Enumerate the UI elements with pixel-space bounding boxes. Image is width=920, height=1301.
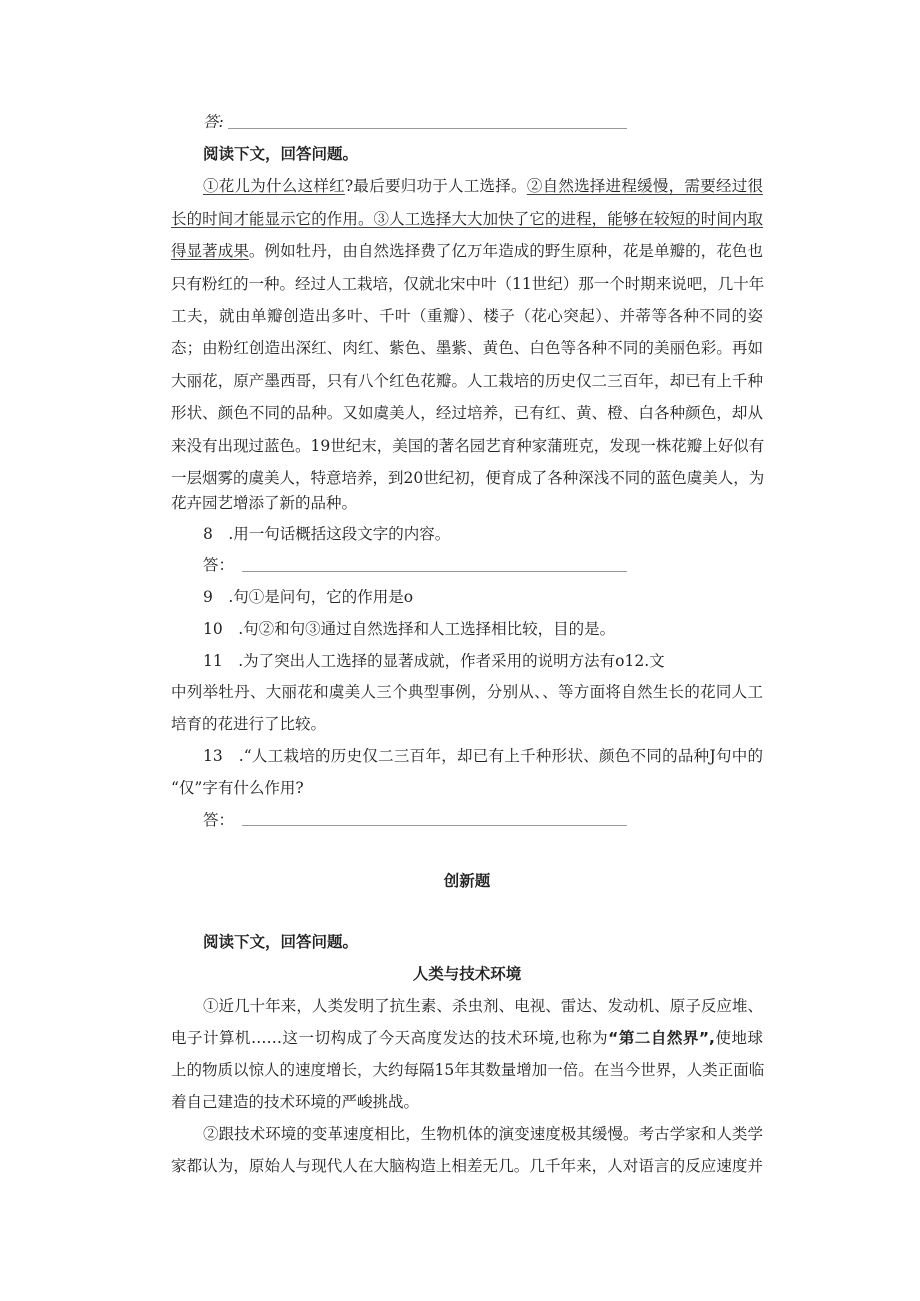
answer-label: 答：: [203, 556, 235, 574]
paragraph-line: [203, 175, 763, 197]
answer-label: 答:: [203, 113, 224, 131]
section-heading: 创新题: [443, 872, 491, 890]
sentence-text: ?最后要归功于人工选择。: [344, 177, 527, 195]
underlined-sentence-3: 得显著成果: [171, 242, 249, 260]
sentence-text: 。例如牡丹，由自然选择费了亿万年造成的野生原种，花是单瓣的，花色也: [248, 242, 763, 260]
question-11: 11 .为了突出人工选择的显著成就，作者采用的说明方法有o12.文: [203, 652, 665, 670]
paragraph-line: 着自己建造的技术环境的严峻挑战。: [171, 1093, 420, 1111]
paragraph-line-underlined: 长的时间才能显示它的作用。③人工选择大大加快了它的进程，能够在较短的时间内取: [171, 210, 763, 228]
paragraph-line: 形状、颜色不同的品种。又如虞美人，经过培养，已有红、黄、橙、白各种颜色，却从: [171, 404, 763, 422]
sentence-text: 使地球: [714, 1029, 763, 1047]
answer-line[interactable]: [242, 825, 627, 826]
paragraph-line: 家都认为，原始人与现代人在大脑构造上相差无几。几千年来，人对语言的反应速度并: [171, 1157, 763, 1175]
question-13: 13 .“人工栽培的历史仅二三百年，却已有上千种形状、颜色不同的品种J句中的: [203, 747, 763, 765]
answer-line[interactable]: [228, 128, 627, 129]
paragraph-line: 来没有出现过蓝色。19世纪末，美国的著名园艺育种家蒲班克，发现一株花瓣上好似有: [171, 437, 765, 455]
paragraph-line: 态；由粉红创造出深红、肉红、紫色、墨紫、黄色、白色等各种不同的美丽色彩。再如: [171, 339, 763, 357]
paragraph-line: 大丽花，原产墨西哥，只有八个红色花瓣。人工栽培的历史仅二三百年，却已有上千种: [171, 372, 763, 390]
question-9: 9 .句①是问句，它的作用是o: [203, 588, 414, 606]
paragraph-line: ①近几十年来，人类发明了抗生素、杀虫剂、电视、雷达、发动机、原子反应堆、: [203, 997, 763, 1015]
answer-label: 答：: [203, 811, 235, 829]
section-instruction: 阅读下文，回答问题。: [203, 933, 359, 951]
question-12-line: 中列举牡丹、大丽花和虞美人三个典型事例，分别从、、等方面将自然生长的花同人工: [171, 683, 763, 701]
section-instruction: 阅读下文，回答问题。: [203, 145, 359, 163]
article-title: 人类与技术环境: [412, 965, 522, 983]
underlined-sentence-2: ②自然选择进程缓慢，需要经过很: [526, 177, 763, 195]
underlined-sentence-1: ①花儿为什么这样红: [203, 177, 345, 195]
question-10: 10 .句②和句③通过自然选择和人工选择相比较，目的是。: [203, 620, 616, 638]
paragraph-line: 工夫，就由单瓣创造出多叶、千叶（重瓣）、楼子（花心突起）、并蒂等各种不同的姿: [171, 307, 763, 325]
bold-term: “第二自然界”,: [608, 1029, 715, 1047]
paragraph-line: [171, 240, 763, 262]
question-8: 8 .用一句话概括这段文字的内容。: [203, 525, 451, 543]
answer-line[interactable]: [242, 571, 627, 572]
sentence-text: 电子计算机……这一切构成了今天高度发达的技术环境,也称为: [171, 1029, 609, 1047]
answer-prompt: [203, 111, 763, 133]
paragraph-line: 只有粉红的一种。经过人工栽培，仅就北宋中叶（11世纪）那一个时期来说吧，几十年: [171, 275, 765, 293]
question-13-line: “仅”字有什么作用?: [171, 779, 304, 797]
paragraph-line: 花卉园艺增添了新的品种。: [171, 494, 358, 512]
question-12-line: 培育的花进行了比较。: [171, 715, 327, 733]
paragraph-line: ②跟技术环境的变革速度相比，生物机体的演变速度极其缓慢。考古学家和人类学: [203, 1125, 763, 1143]
paragraph-line: [171, 1027, 763, 1049]
paragraph-line: 一层烟雾的虞美人，特意培养，到20世纪初，便育成了各种深浅不同的蓝色虞美人，为: [171, 469, 765, 487]
paragraph-line: 上的物质以惊人的速度增长，大约每隔15年其数量增加一倍。在当今世界，人类正面临: [171, 1061, 765, 1079]
